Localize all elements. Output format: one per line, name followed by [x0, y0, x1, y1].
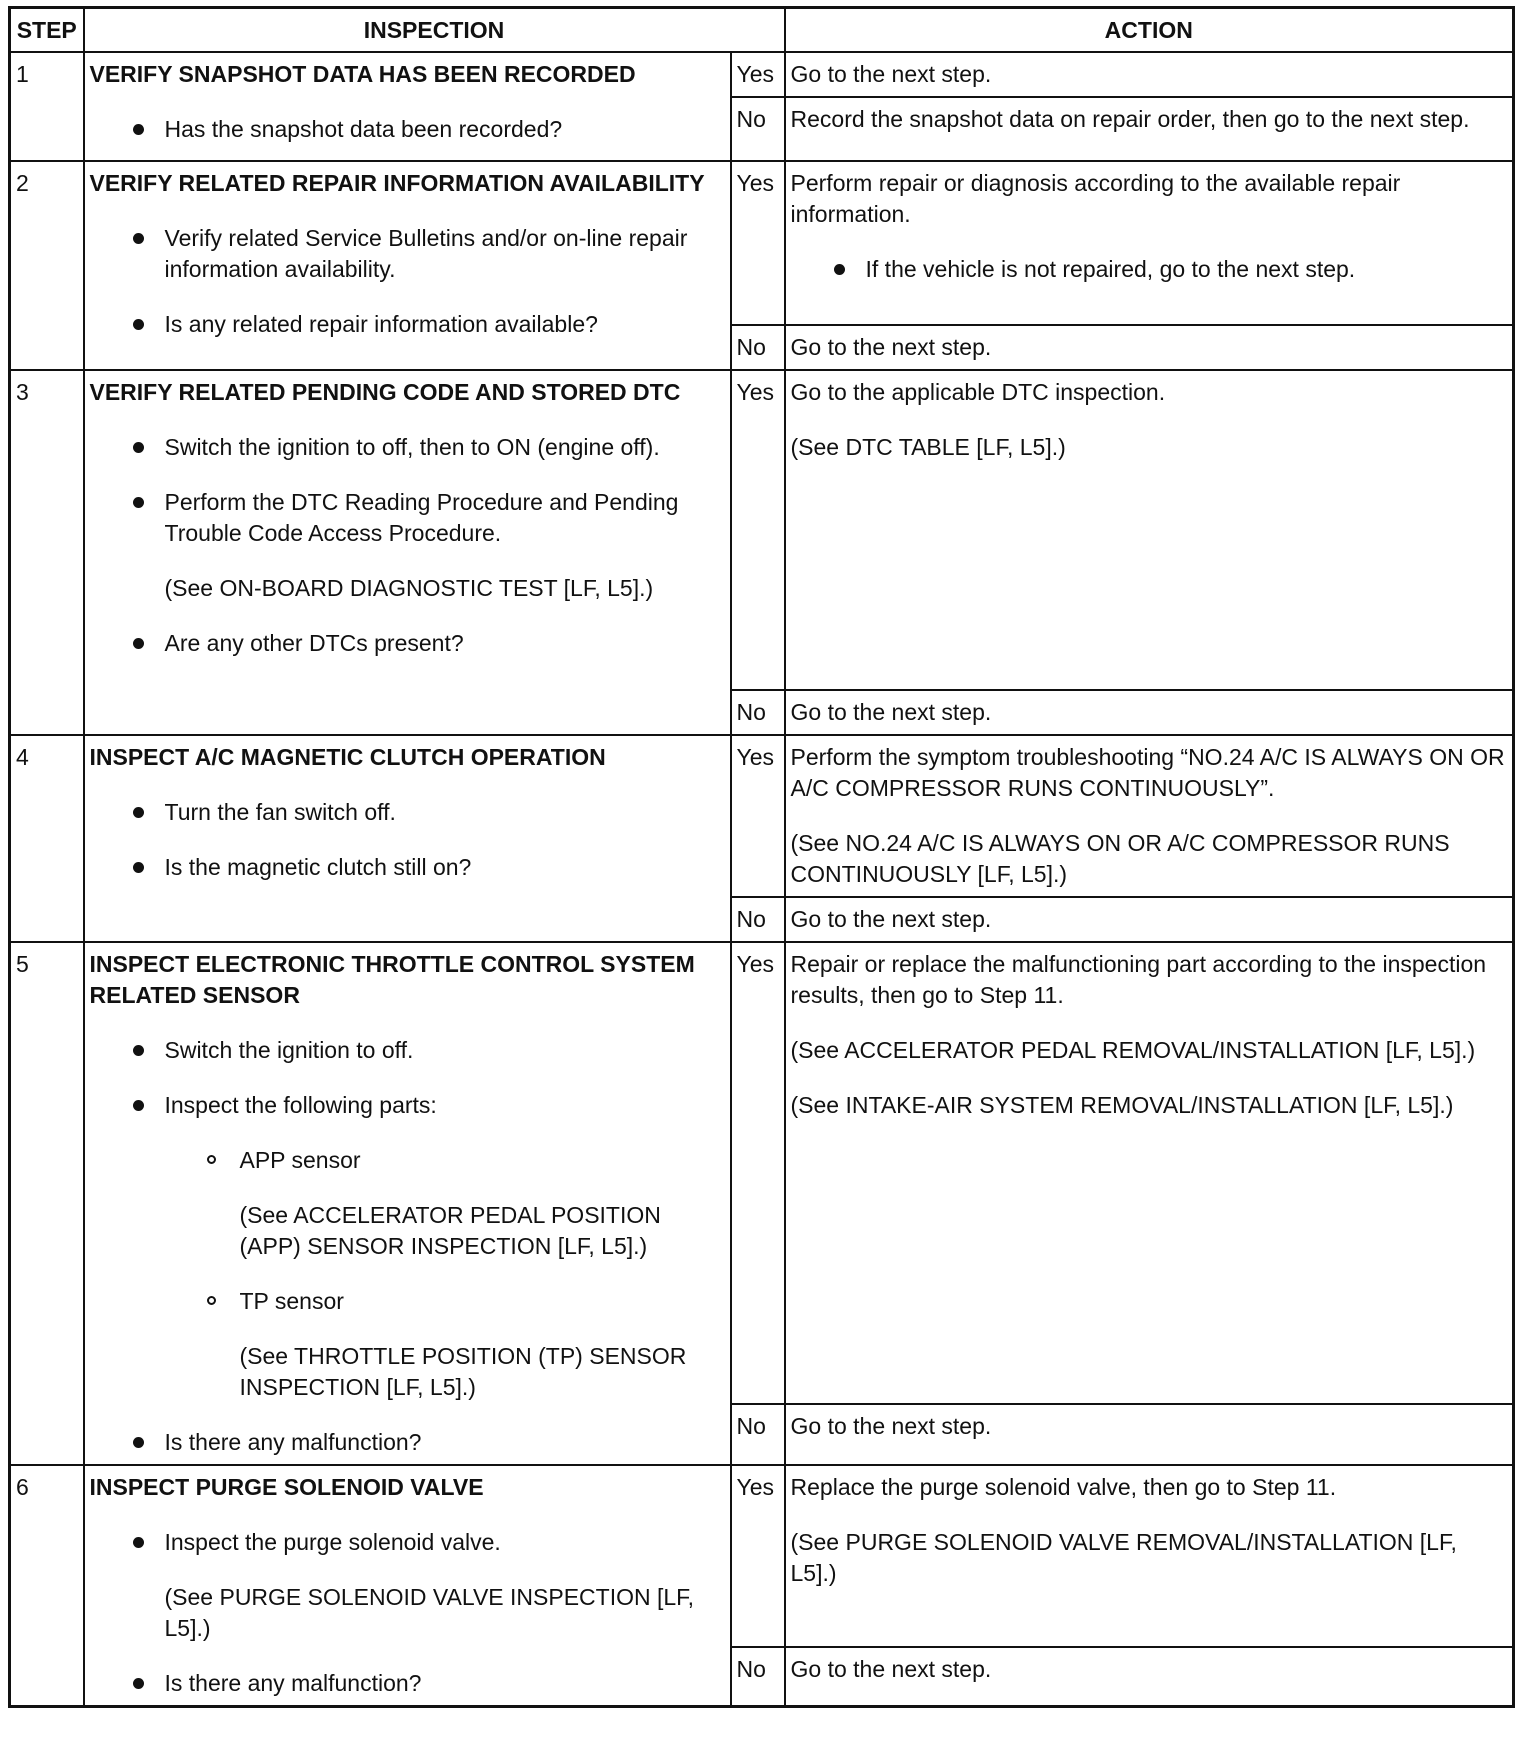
step-3-yes-row [10, 370, 1514, 690]
bullet-item: Turn the fan switch off. [90, 797, 724, 828]
bullet-item: Is any related repair information available? [90, 309, 724, 340]
yes-action [785, 942, 1514, 1404]
reference-text: (See ON-BOARD DIAGNOSTIC TEST [LF, L5].) [164, 575, 654, 601]
step-title: VERIFY SNAPSHOT DATA HAS BEEN RECORDED [89, 61, 636, 87]
bullet-item: Verify related Service Bulletins and/or on-line repair information availability. [90, 223, 724, 285]
reference-text: (See ACCELERATOR PEDAL POSITION (APP) SENSOR INSPECTION [LF, L5].) [239, 1202, 661, 1259]
step-number: 3 [10, 370, 84, 735]
yes-label: Yes [731, 370, 785, 690]
yes-action [785, 735, 1514, 897]
diagnostic-table [8, 6, 1515, 1708]
bullet-item: Has the snapshot data been recorded? [90, 114, 724, 145]
no-label: No [731, 1404, 785, 1465]
yes-action [785, 370, 1514, 690]
bullet-item: Is there any malfunction? [90, 1668, 724, 1699]
step-inspection [84, 1465, 731, 1707]
no-label: No [731, 97, 785, 161]
no-action [785, 97, 1514, 161]
no-action [785, 325, 1514, 370]
yes-label: Yes [731, 52, 785, 97]
no-label: No [731, 325, 785, 370]
yes-label: Yes [731, 735, 785, 897]
reference-text: (See PURGE SOLENOID VALVE INSPECTION [LF, L5].) [164, 1584, 695, 1641]
step-title: INSPECT PURGE SOLENOID VALVE [89, 1474, 484, 1500]
header-action: ACTION [785, 8, 1514, 53]
action-text: Go to the next step. [790, 334, 992, 360]
step-title: INSPECT A/C MAGNETIC CLUTCH OPERATION [89, 744, 606, 770]
step-number: 4 [10, 735, 84, 942]
bullet-item: Is there any malfunction? [90, 1427, 724, 1458]
step-2-yes-row [10, 161, 1514, 325]
no-label: No [731, 1647, 785, 1707]
action-text: Replace the purge solenoid valve, then go to Step 11. [790, 1474, 1337, 1500]
part-item: TP sensor [90, 1286, 724, 1317]
step-title: VERIFY RELATED PENDING CODE AND STORED DTC [89, 379, 681, 405]
reference-text: (See THROTTLE POSITION (TP) SENSOR INSPECTION [LF, L5].) [239, 1343, 687, 1400]
bullet-item: Inspect the following parts: [90, 1090, 724, 1121]
step-6-yes-row [10, 1465, 1514, 1647]
bullet-item: Are any other DTCs present? [90, 628, 724, 659]
step-inspection [84, 52, 731, 161]
step-inspection [84, 735, 731, 942]
no-label: No [731, 690, 785, 735]
action-text: Perform the symptom troubleshooting “NO.24 A/C IS ALWAYS ON OR A/C COMPRESSOR RUNS CONTINUOUSLY”. [790, 744, 1505, 801]
yes-label: Yes [731, 1465, 785, 1647]
no-action [785, 1647, 1514, 1707]
action-text: Perform repair or diagnosis according to the available repair information. [790, 170, 1401, 227]
action-text: (See DTC TABLE [LF, L5].) [790, 434, 1066, 460]
step-number: 1 [10, 52, 84, 161]
action-text: Record the snapshot data on repair order, then go to the next step. [790, 106, 1470, 132]
step-inspection [84, 161, 731, 370]
step-title: VERIFY RELATED REPAIR INFORMATION AVAILABILITY [89, 170, 705, 196]
action-text: Go to the applicable DTC inspection. [790, 379, 1166, 405]
yes-action [785, 52, 1514, 97]
step-inspection [84, 942, 731, 1465]
action-bullet: If the vehicle is not repaired, go to the next step. [791, 254, 1507, 285]
yes-label: Yes [731, 942, 785, 1404]
action-text: (See PURGE SOLENOID VALVE REMOVAL/INSTALLATION [LF, L5].) [790, 1529, 1457, 1586]
no-action [785, 690, 1514, 735]
action-text: (See NO.24 A/C IS ALWAYS ON OR A/C COMPRESSOR RUNS CONTINUOUSLY [LF, L5].) [790, 830, 1450, 887]
action-text: Repair or replace the malfunctioning part according to the inspection results, then go to Step 11. [790, 951, 1487, 1008]
action-text: Go to the next step. [790, 906, 992, 932]
step-5-yes-row [10, 942, 1514, 1404]
no-action [785, 1404, 1514, 1465]
step-1-yes-row [10, 52, 1514, 97]
header-row [10, 8, 1514, 53]
step-number: 2 [10, 161, 84, 370]
bullet-item: Switch the ignition to off. [90, 1035, 724, 1066]
no-action [785, 897, 1514, 942]
header-step: STEP [10, 8, 84, 53]
action-text: Go to the next step. [790, 699, 992, 725]
bullet-item: Switch the ignition to off, then to ON (engine off). [90, 432, 724, 463]
yes-action [785, 1465, 1514, 1647]
yes-action [785, 161, 1514, 325]
no-label: No [731, 897, 785, 942]
step-number: 5 [10, 942, 84, 1465]
bullet-item: Is the magnetic clutch still on? [90, 852, 724, 883]
action-text: Go to the next step. [790, 1656, 992, 1682]
action-text: (See INTAKE-AIR SYSTEM REMOVAL/INSTALLATION [LF, L5].) [790, 1092, 1454, 1118]
part-item: APP sensor [90, 1145, 724, 1176]
step-number: 6 [10, 1465, 84, 1707]
step-4-yes-row [10, 735, 1514, 897]
action-text: (See ACCELERATOR PEDAL REMOVAL/INSTALLATION [LF, L5].) [790, 1037, 1476, 1063]
header-inspection: INSPECTION [84, 8, 785, 53]
bullet-item: Inspect the purge solenoid valve. [90, 1527, 724, 1558]
action-text: Go to the next step. [790, 61, 992, 87]
yes-label: Yes [731, 161, 785, 325]
step-inspection [84, 370, 731, 735]
action-text: Go to the next step. [790, 1413, 992, 1439]
step-title: INSPECT ELECTRONIC THROTTLE CONTROL SYSTEM RELATED SENSOR [89, 951, 695, 1008]
bullet-item: Perform the DTC Reading Procedure and Pending Trouble Code Access Procedure. [90, 487, 724, 549]
